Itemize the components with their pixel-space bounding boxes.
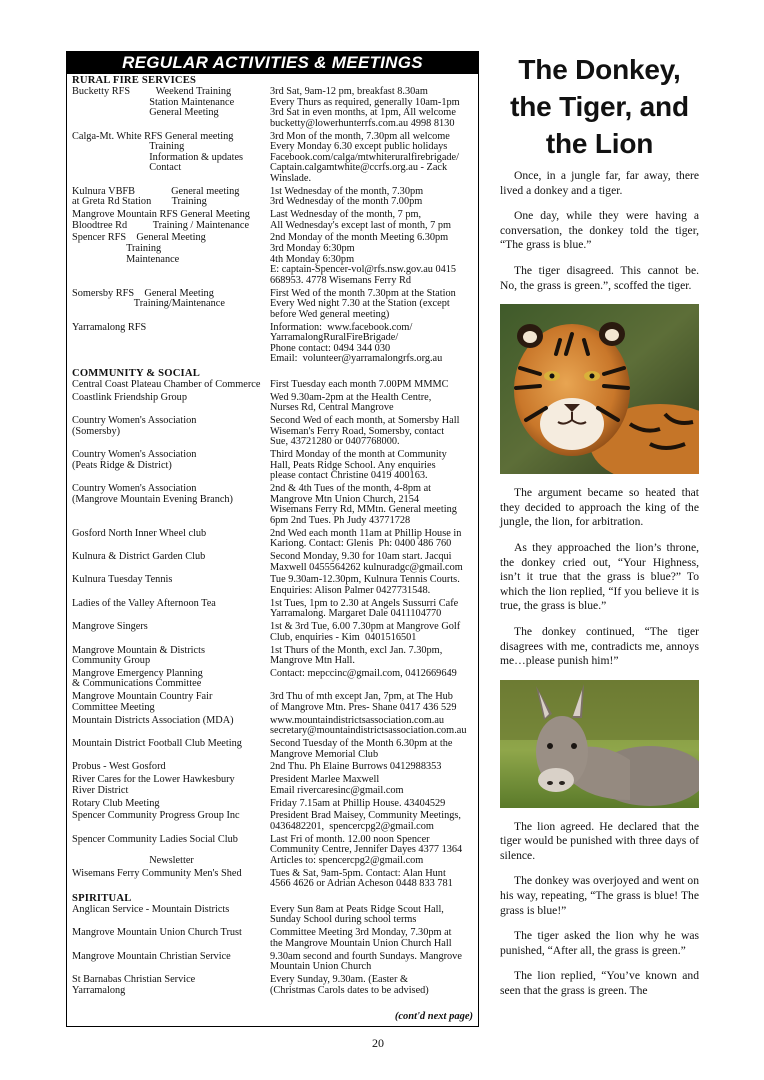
activity-name: Spencer Community Progress Group Inc (72, 810, 240, 822)
story-paragraph: The lion replied, “You’ve known and seen that the grass is green. The (500, 969, 699, 998)
activity-name: Anglican Service - Mountain Districts (72, 903, 230, 915)
activity-name: Probus - West Gosford (72, 761, 166, 773)
activity-row (72, 835, 474, 867)
activity-row (72, 646, 474, 667)
story-paragraph: As they approached the lion’s throne, the donkey cried out, “Your Highness, isn’t it true that the grass is blue?” To which the lion replied, “If you believe it is true, the grass is blue.” (500, 540, 699, 613)
donkey-photo (500, 680, 699, 808)
activity-name: Somersby RFS General Meeting Training/Maintenance (72, 287, 225, 310)
activity-name: Kulnura Tuesday Tennis (72, 574, 173, 586)
activity-name: Spencer Community Ladies Social Club Newsletter (72, 833, 238, 866)
story-title: The Donkey, the Tiger, and the Lion (510, 54, 689, 159)
story-column (500, 51, 699, 1010)
activity-name: Wisemans Ferry Community Men's Shed (72, 867, 242, 879)
activity-row (72, 975, 474, 996)
activity-detail: 3rd Thu of mth except Jan, 7pm, at The Hub of Mangrove Mtn. Pres- Shane 0417 436 529 (270, 691, 457, 713)
activity-detail: 2nd & 4th Tues of the month, 4-8pm at Mangrove Mtn Union Church, 2154 Wisemans Ferry Rd, MMtn. General meeting 6pm 2nd Tues. Ph Judy 43771728 (270, 483, 457, 526)
activity-row (72, 380, 474, 391)
story-paragraph: The donkey continued, “The tiger disagrees with me, contradicts me, annoys me…please punish him!” (500, 624, 699, 668)
activity-row (72, 132, 474, 185)
story-paragraph: The donkey was overjoyed and went on his way, repeating, “The grass is blue! The grass is blue!” (500, 874, 699, 917)
activity-row (72, 928, 474, 949)
section-heading: SPIRITUAL (72, 892, 132, 904)
activity-row (72, 905, 474, 926)
activity-name: Mountain District Football Club Meeting (72, 738, 242, 749)
activity-name: Central Coast Plateau Chamber of Commerce (72, 378, 261, 390)
activity-name: Mangrove Mountain Country Fair Committee Meeting (72, 691, 213, 713)
activity-name: Gosford North Inner Wheel club (72, 527, 207, 539)
story-paragraph: The tiger disagreed. This cannot be. No, the grass is green.”, scoffed the tiger. (500, 263, 699, 292)
activity-row (72, 775, 474, 796)
activity-name: Spencer RFS General Meeting Training Maintenance (72, 232, 206, 265)
activity-name: Country Women's Association (Peats Ridge & District) (72, 449, 197, 471)
story-paragraphs-b (500, 486, 699, 669)
activity-detail: 9.30am second and fourth Sundays. Mangrove Mountain Union Church (270, 950, 462, 973)
activity-row (72, 323, 474, 365)
activity-row (72, 529, 474, 550)
activity-row (72, 799, 474, 810)
activity-detail: Last Wednesday of the month, 7 pm, All Wednesday's except last of month, 7 pm (270, 209, 451, 231)
page-number: 20 (372, 1036, 384, 1050)
activity-detail: Tues & Sat, 9am-5pm. Contact: Alan Hunt 4566 4626 or Adrian Acheson 0448 833 781 (270, 867, 453, 890)
activities-panel (66, 51, 479, 1027)
activity-row (72, 575, 474, 596)
section-heading: COMMUNITY & SOCIAL (72, 367, 200, 379)
activity-row (72, 952, 474, 973)
story-paragraph: The tiger asked the lion why he was punished, “After all, the grass is green.” (500, 929, 699, 957)
activity-detail: First Tuesday each month 7.00PM MMMC (270, 378, 449, 390)
activity-detail: 1st Wednesday of the month, 7.30pm 3rd Wednesday of the month 7.00pm (270, 185, 424, 208)
activity-name: Mangrove Mountain & Districts Community Group (72, 644, 205, 667)
activity-detail: Second Monday, 9.30 for 10am start. Jacqui Maxwell 0455564262 kulnuradgc@gmail.com (270, 551, 463, 573)
activity-detail: Every Sunday, 9.30am. (Easter & (Christmas Carols dates to be advised) (270, 973, 429, 996)
activity-row (72, 393, 474, 414)
activity-detail: 1st Tues, 1pm to 2.30 at Angels Sussurri Cafe Yarramalong. Margaret Dale 0411104770 (270, 597, 459, 620)
activity-name: Coastlink Friendship Group (72, 391, 187, 403)
activity-name: Mangrove Mountain Union Church Trust (72, 927, 242, 939)
activity-row (72, 622, 474, 643)
activity-detail: Information: www.facebook.com/ YarramalongRuralFireBrigade/ Phone contact: 0494 344 030 Email: volunteer@yarramalongrfs.org.au (270, 321, 443, 365)
activity-detail: Second Tuesday of the Month 6.30pm at the Mangrove Memorial Club (270, 738, 453, 760)
activity-row (72, 811, 474, 832)
activity-name: Yarramalong RFS (72, 321, 147, 333)
activity-name: Country Women's Association (Somersby) (72, 415, 197, 437)
activity-row (72, 552, 474, 573)
activity-detail: 2nd Monday of the month Meeting 6.30pm 3rd Monday 6:30pm 4th Monday 6:30pm E: captain-Spencer-vol@rfs.nsw.gov.au 0415 668953. 4778 Wisemans Ferry Rd (270, 232, 457, 286)
activity-detail: Last Fri of month. 12.00 noon Spencer Community Centre, Jennifer Dayes 4377 1364 Articles to: spencercpg2@gmail.com (270, 833, 463, 866)
continued-note: (cont'd next page) (394, 1011, 473, 1022)
activity-name: Mountain Districts Association (MDA) (72, 714, 234, 726)
activity-name: Mangrove Singers (72, 621, 148, 633)
activity-name: Ladies of the Valley Afternoon Tea (72, 597, 216, 609)
story-paragraphs-c (500, 820, 699, 999)
activity-name: St Barnabas Christian Service Yarramalong (72, 973, 196, 996)
tiger-photo (500, 304, 699, 474)
activity-row (72, 289, 474, 321)
activities-banner: REGULAR ACTIVITIES & MEETINGS (67, 52, 478, 74)
activity-detail: Third Monday of the month at Community Hall, Peats Ridge School. Any enquiries please contact Christine 0419 400163. (270, 449, 447, 482)
activity-row (72, 739, 474, 760)
activity-row (72, 87, 474, 129)
activity-row (72, 450, 474, 482)
activity-detail: President Marlee Maxwell Email rivercaresinc@gmail.com (270, 774, 404, 796)
story-paragraph: One day, while they were having a conversation, the donkey told the tiger, “The grass is blue.” (500, 209, 699, 252)
activity-detail: President Brad Maisey, Community Meetings, 0436482201, spencercpg2@gmail.com (270, 810, 461, 832)
activity-name: River Cares for the Lower Hawkesbury River District (72, 774, 235, 796)
activity-detail: Contact: mepccinc@gmail.com, 0412669649 (270, 667, 457, 679)
story-paragraph: Once, in a jungle far, far away, there lived a donkey and a tiger. (500, 169, 699, 197)
activity-name: Mangrove Mountain Christian Service (72, 950, 231, 962)
activity-name: Kulnura & District Garden Club (72, 551, 206, 562)
activity-row (72, 416, 474, 448)
activity-name: Rotary Club Meeting (72, 797, 160, 809)
activity-detail: 1st Thurs of the Month, excl Jan. 7.30pm, Mangrove Mtn Hall. (270, 644, 443, 667)
activity-row (72, 669, 474, 690)
activity-detail: Friday 7.15am at Phillip House. 43404529 (270, 797, 446, 809)
activity-detail: www.mountaindistrictsassociation.com.au secretary@mountaindistrictsassociation.com.au (270, 714, 467, 737)
activity-detail: 2nd Thu. Ph Elaine Burrows 0412988353 (270, 761, 442, 773)
activity-row (72, 187, 474, 208)
activity-name: Mangrove Emergency Planning & Communications Committee (72, 667, 203, 690)
activity-name: Kulnura VBFB General meeting at Greta Rd Station Training (72, 185, 240, 208)
activity-detail: Second Wed of each month, at Somersby Hall Wiseman's Ferry Road, Somersby, contact Sue, 43721280 or 0407768000. (270, 415, 460, 448)
story-paragraph: The lion agreed. He declared that the tiger would be punished with three days of silence. (500, 819, 699, 862)
activity-name: Bucketty RFS Weekend Training Station Maintenance General Meeting (72, 86, 235, 119)
activity-detail: 2nd Wed each month 11am at Phillip House in Kariong. Contact: Glenis Ph: 0400 486 760 (270, 527, 462, 550)
activity-detail: Committee Meeting 3rd Monday, 7.30pm at the Mangrove Mountain Union Church Hall (270, 927, 452, 949)
activity-name: Mangrove Mountain RFS General Meeting Bloodtree Rd Training / Maintenance (72, 209, 250, 231)
activity-detail: 3rd Mon of the month, 7.30pm all welcome Every Monday 6.30 except public holidays Facebook.com/calga/mtwhiteruralfirebrigade/ Captain.calgamtwhite@ccrfs.org.au - Zack Winslade. (270, 130, 459, 184)
activity-detail: Every Sun 8am at Peats Ridge Scout Hall, Sunday School during school terms (270, 903, 444, 926)
activity-row (72, 484, 474, 526)
activity-row (72, 869, 474, 890)
activity-row (72, 692, 474, 713)
activity-row (72, 599, 474, 620)
activity-row (72, 233, 474, 286)
activity-detail: 1st & 3rd Tue, 6.00 7.30pm at Mangrove Golf Club, enquiries - Kim 0401516501 (270, 621, 461, 643)
activity-detail: 3rd Sat, 9am-12 pm, breakfast 8.30am Every Thurs as required, generally 10am-1pm 3rd Sat in even months, at 1pm, All welcome bucketty@lowerhunterrfs.com.au 4998 8130 (270, 86, 460, 129)
activity-name: Calga-Mt. White RFS General meeting Training Information & updates Contact (72, 130, 244, 174)
story-paragraph: The argument became so heated that they decided to approach the king of the jungle, the lion, for arbitration. (500, 486, 699, 529)
activity-detail: First Wed of the month 7.30pm at the Station Every Wed night 7.30 at the Station (except before Wed general meeting) (270, 287, 456, 320)
activity-name: Country Women's Association (Mangrove Mountain Evening Branch) (72, 483, 233, 505)
story-paragraphs-a (500, 169, 699, 293)
activity-row (72, 716, 474, 737)
activity-row (72, 210, 474, 231)
activity-detail: Wed 9.30am-2pm at the Health Centre, Nurses Rd, Central Mangrove (270, 391, 432, 414)
activity-detail: Tue 9.30am-12.30pm, Kulnura Tennis Courts. Enquiries: Alison Palmer 0427731548. (270, 574, 460, 596)
activities-sections (67, 74, 478, 996)
activity-row (72, 762, 474, 773)
section-heading: RURAL FIRE SERVICES (72, 75, 197, 86)
